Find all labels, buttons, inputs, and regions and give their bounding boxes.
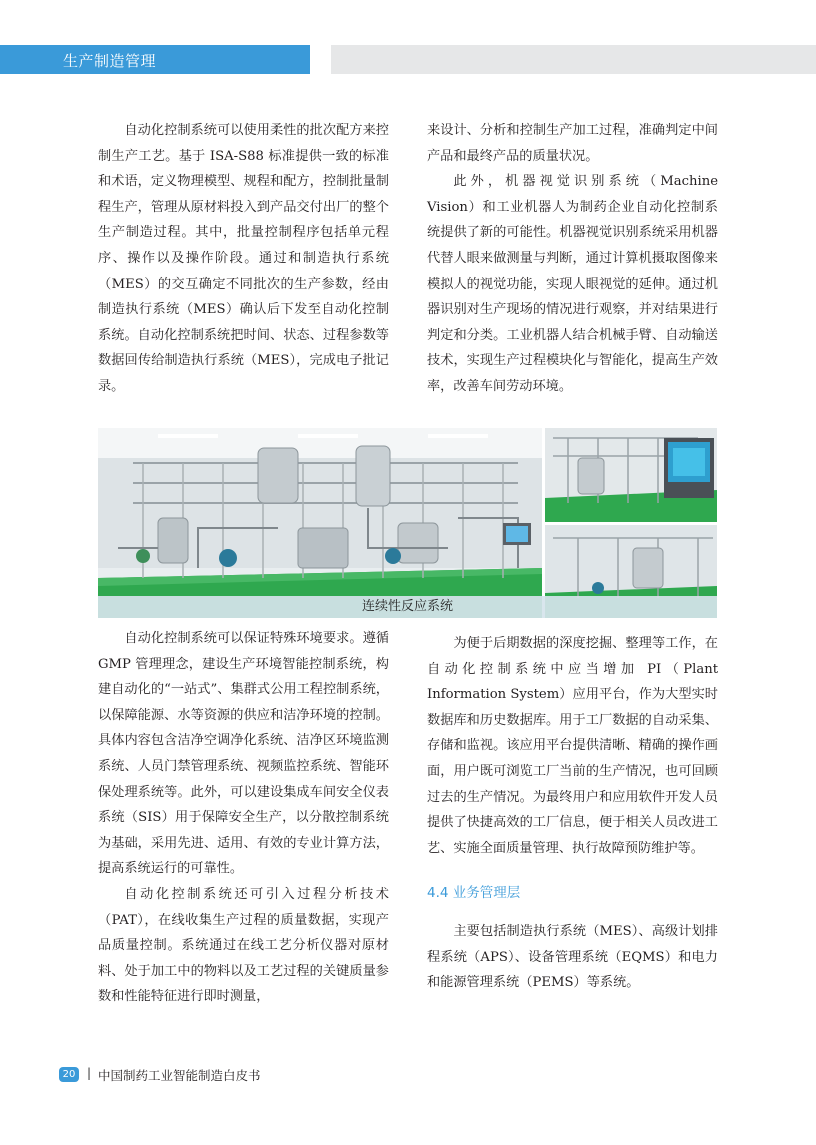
header-decor-bar <box>331 45 816 74</box>
column-top-left <box>98 118 389 428</box>
column-top-right <box>427 118 718 428</box>
column-bottom-right <box>427 631 718 1041</box>
paragraph: 此外，机器视觉识别系统（Machine Vision）和工业机器人为制药企业自动化控制系统提供了新的可能性。机器视觉识别系统采用机器代替人眼来做测量与判断，通过计算机摄取图像来模拟人的视觉功能，实现人眼视觉的延伸。通过机器识别对生产现场的情况进行观察，并对结果进行判定和分类。工业机器人结合机械手臂、自动输送技术，实现生产过程模块化与智能化，提高生产效率，改善车间劳动环境。 <box>427 174 718 394</box>
section-heading: 4.4 业务管理层 <box>427 885 521 902</box>
paragraph: 来设计、分析和控制生产加工过程，准确判定中间产品和最终产品的质量状况。 <box>427 123 718 164</box>
paragraph: 主要包括制造执行系统（MES）、高级计划排程系统（APS）、设备管理系统（EQMS）和电力和能源管理系统（PEMS）等系统。 <box>427 923 718 991</box>
column-bottom-left <box>98 626 389 1036</box>
paragraph: 自动化控制系统可以使用柔性的批次配方来控制生产工艺。基于 ISA-S88 标准提供一致的标准和术语，定义物理模型、规程和配方，控制批量制程生产，管理从原材料投入到产品交付出厂的整个生产制造过程。其中，批量控制程序包括单元程序、操作以及操作阶段。通过和制造执行系统（MES）的交互确定不同批次的生产参数，经由制造执行系统（MES）确认后下发至自动化控制系统。自动化控制系统把时间、状态、过程参数等数据回传给制造执行系统（MES），完成电子批记录。 <box>98 123 389 394</box>
paragraph: 自动化控制系统还可引入过程分析技术（PAT），在线收集生产过程的质量数据，实现产品质量控制。系统通过在线工艺分析仪器对原材料、处于加工中的物料以及工艺过程的关键质量参数和性能特征进行即时测量， <box>98 886 389 1005</box>
page-number-badge: 20 <box>59 1067 79 1082</box>
paragraph: 自动化控制系统可以保证特殊环境要求。遵循 GMP 管理理念，建设生产环境智能控制系统，构建自动化的“一站式”、集群式公用工程控制系统，以保障能源、水等资源的供应和洁净环境的控制。具体内容包含洁净空调净化系统、洁净区环境监测系统、人员门禁管理系统、视频监控系统、智能环保处理系统等。此外，可以建设集成车间安全仪表系统（SIS）用于保障安全生产，以分散控制系统为基础，采用先进、适用、有效的专业计算方法，提高系统运行的可靠性。 <box>98 631 389 877</box>
equipment-illustration <box>98 428 717 618</box>
section-title: 生产制造管理 <box>63 52 157 70</box>
footer-book-title: 中国制药工业智能制造白皮书 <box>98 1068 261 1083</box>
continuous-reaction-system-photo <box>98 428 717 618</box>
paragraph: 为便于后期数据的深度挖掘、整理等工作，在自动化控制系统中应当增加 PI（Plant Information System）应用平台，作为大型实时数据库和历史数据库。用于工厂数据的自动采集、存储和监视。该应用平台提供清晰、精确的操作画面，用户既可浏览工厂当前的生产情况，也可回顾过去的生产情况。为最终用户和应用软件开发人员提供了快捷高效的工厂信息，便于相关人员改进工艺、实施全面质量管理、执行故障预防维护等。 <box>427 636 718 856</box>
section-header-bar <box>0 45 310 74</box>
footer-separator: | <box>87 1066 92 1080</box>
figure-caption: 连续性反应系统 <box>98 596 717 618</box>
